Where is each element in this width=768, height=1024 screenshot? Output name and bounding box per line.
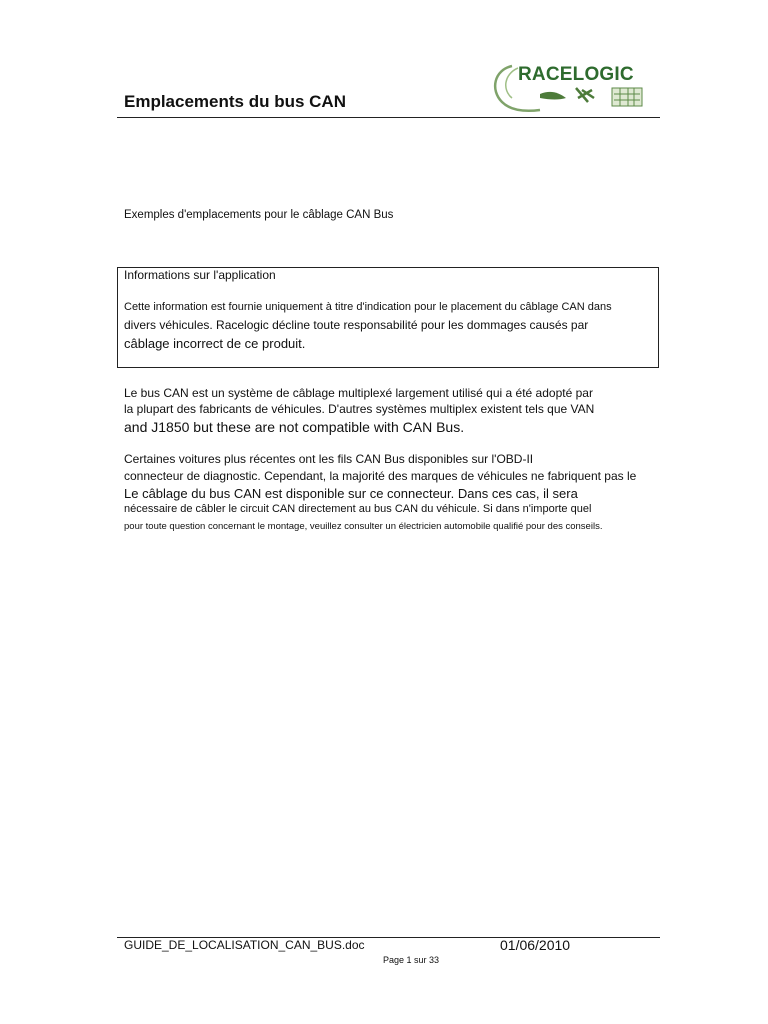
info-box-heading: Informations sur l'application xyxy=(124,268,276,282)
paragraph-1-line: and J1850 but these are not compatible with CAN Bus. xyxy=(124,419,465,435)
logo-text: RACELOGIC xyxy=(518,64,634,85)
info-box-line: câblage incorrect de ce produit. xyxy=(124,336,306,351)
intro-text: Exemples d'emplacements pour le câblage CAN Bus xyxy=(124,209,394,221)
paragraph-1-line: Le bus CAN est un système de câblage multiplexé largement utilisé qui a été adopté par xyxy=(124,386,593,400)
paragraph-2-line: Le câblage du bus CAN est disponible sur ce connecteur. Dans ces cas, il sera xyxy=(124,486,578,501)
footer-page-number: Page 1 sur 33 xyxy=(383,955,440,965)
header-divider xyxy=(117,117,660,118)
paragraph-1-line: la plupart des fabricants de véhicules. D'autres systèmes multiplex existent tels que VAN xyxy=(124,402,595,416)
paragraph-2-line: pour toute question concernant le montage, veuillez consulter un électricien automobile qualifié pour des conseils. xyxy=(124,521,603,532)
footer-date: 01/06/2010 xyxy=(500,937,571,953)
paragraph-2-line: Certaines voitures plus récentes ont les fils CAN Bus disponibles sur l'OBD-II xyxy=(124,452,534,466)
paragraph-2-line: nécessaire de câbler le circuit CAN directement au bus CAN du véhicule. Si dans n'importe quel xyxy=(124,503,592,515)
paragraph-2-line: connecteur de diagnostic. Cependant, la majorité des marques de véhicules ne fabriquent pas le xyxy=(124,469,637,483)
info-box-line: Cette information est fournie uniquement à titre d'indication pour le placement du câblage CAN dans xyxy=(124,301,612,313)
footer-filename: GUIDE_DE_LOCALISATION_CAN_BUS.doc xyxy=(124,938,365,952)
page-title: Emplacements du bus CAN xyxy=(124,92,346,111)
info-box-line: divers véhicules. Racelogic décline toute responsabilité pour les dommages causés par xyxy=(124,318,589,332)
